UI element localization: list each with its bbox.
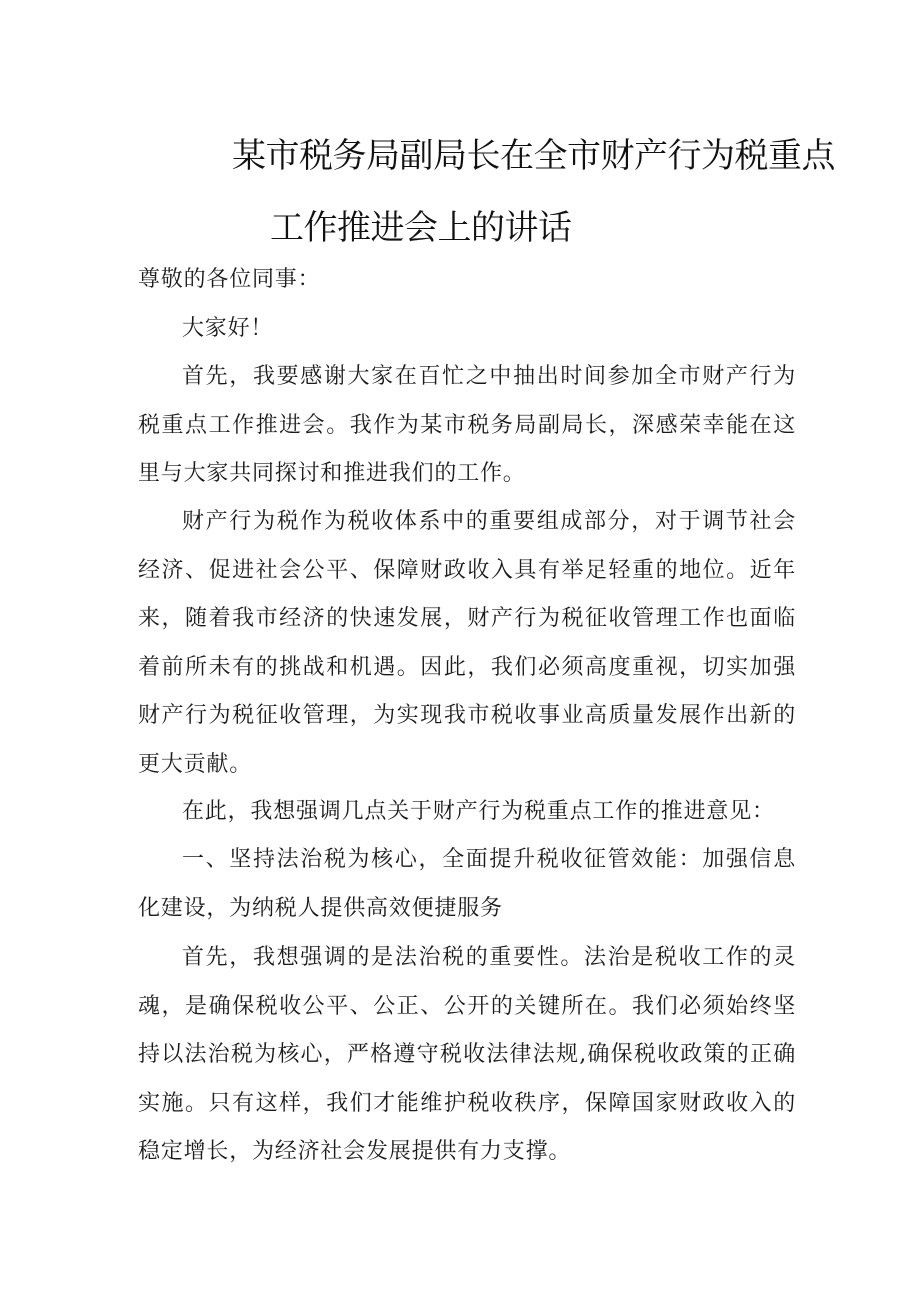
greeting <box>138 305 273 354</box>
paragraph-1 <box>138 353 796 499</box>
document-title-line-1: 某市税务局副局长在全市财产行为税重点 <box>232 136 835 176</box>
section-heading-1 <box>138 836 796 933</box>
paragraph-text: 财产行为税作为税收体系中的重要组成部分，对于调节社会经济、促进社会公平、保障财政收入具有举足轻重的地位。近年来，随着我市经济的快速发展，财产行为税征收管理工作也面临着前所未有的挑战和机遇。因此，我们必须高度重视，切实加强财产行为税征收管理，为实现我市税收事业高质量发展作出新的更大贡献。 <box>138 509 796 777</box>
section-heading-text: 一、坚持法治税为核心，全面提升税收征管效能：加强信息化建设，为纳税人提供高效便捷服务 <box>138 847 796 921</box>
paragraph-text: 首先，我想强调的是法治税的重要性。法治是税收工作的灵魂，是确保税收公平、公正、公开的关键所在。我们必须始终坚持以法治税为核心，严格遵守税收法律法规,确保税收政策的正确实施。只有这样，我们才能维护税收秩序，保障国家财政收入的稳定增长，为经济社会发展提供有力支撑。 <box>138 945 796 1165</box>
paragraph-3 <box>138 788 796 837</box>
paragraph-text: 在此，我想强调几点关于财产行为税重点工作的推进意见： <box>182 799 775 824</box>
document-title-line-2: 工作推进会上的讲话 <box>270 208 572 248</box>
greeting-text: 大家好！ <box>182 316 274 341</box>
paragraph-text: 首先，我要感谢大家在百忙之中抽出时间参加全市财产行为税重点工作推进会。我作为某市税务局副局长，深感荣幸能在这里与大家共同探讨和推进我们的工作。 <box>138 364 796 487</box>
salutation: 尊敬的各位同事： <box>138 267 321 292</box>
paragraph-2 <box>138 498 796 790</box>
paragraph-5 <box>138 934 796 1177</box>
